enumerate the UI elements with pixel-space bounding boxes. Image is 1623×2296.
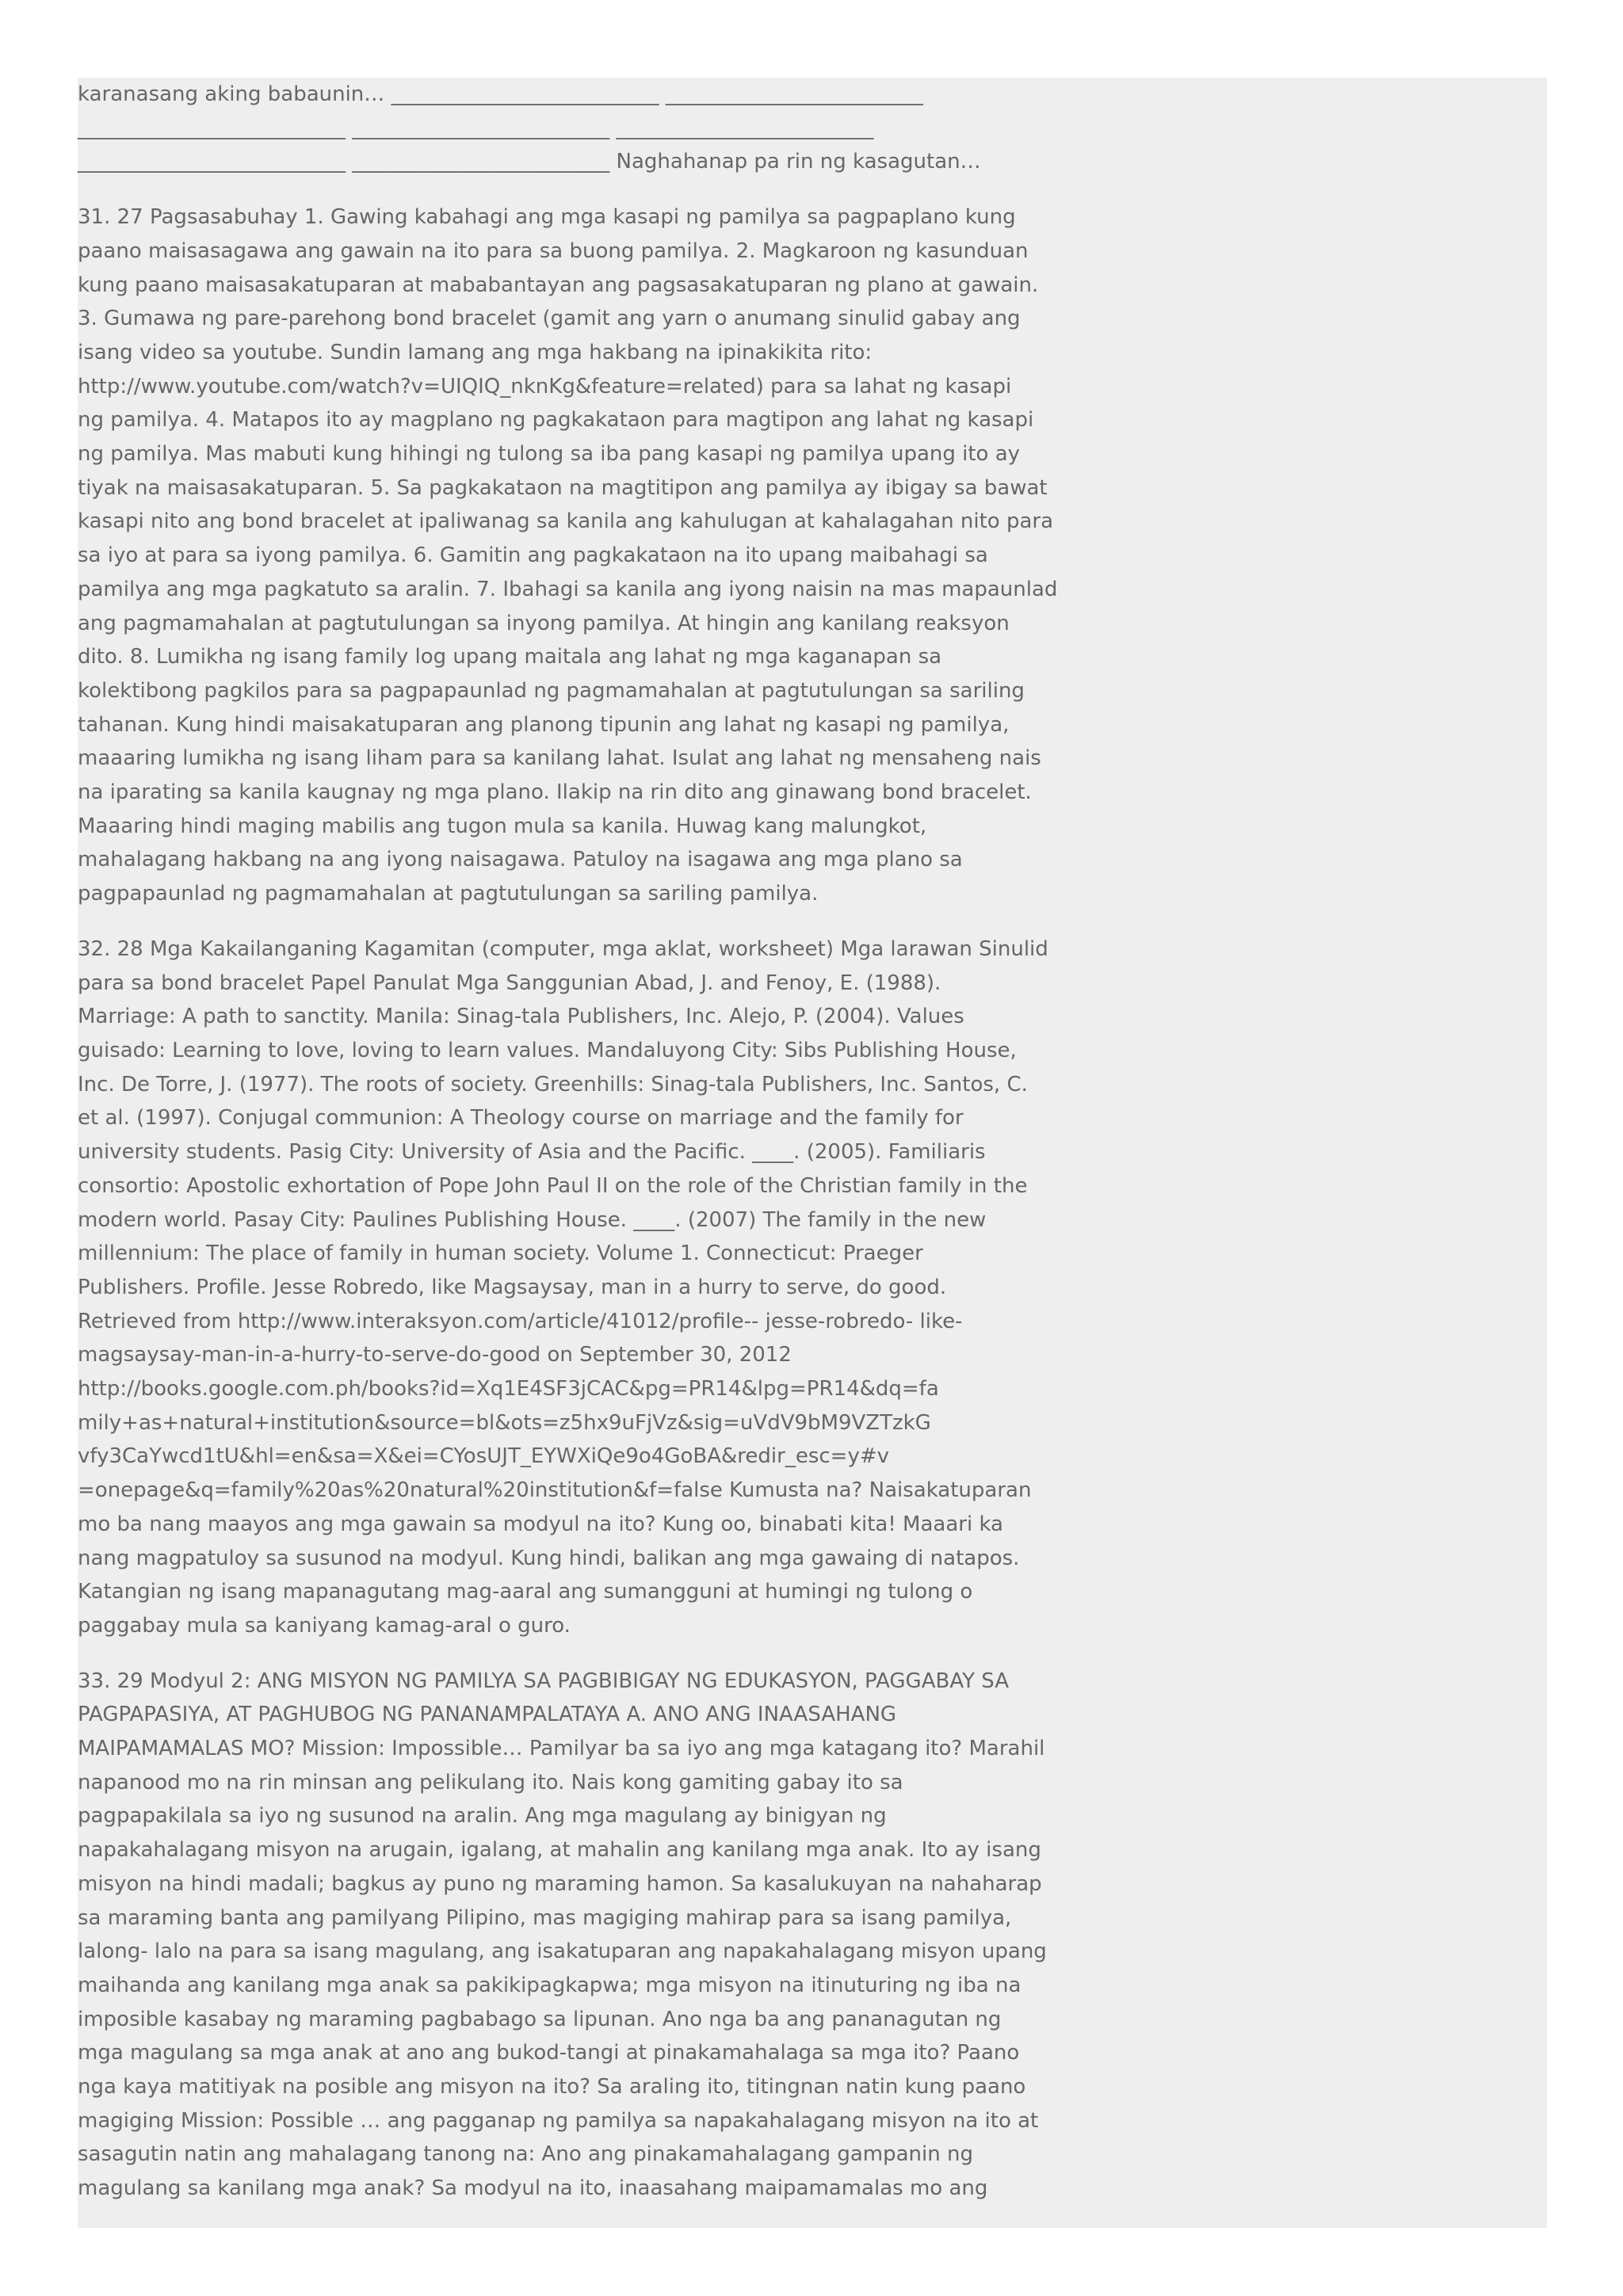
paragraph-pagsasabuhay: 31. 27 Pagsasabuhay 1. Gawing kabahagi ang mga kasapi ng pamilya sa pagpaplano kung paano maisasagawa ang gawain na ito para sa buong pamilya. 2. Magkaroon ng kasunduan kung paano maisasakatuparan at mababantayan ang pagsasakatuparan ng plano at gawain. 3. Gumawa ng pare-parehong bond bracelet (gamit ang yarn o anumang sinulid gabay ang isang video sa youtube. Sundin lamang ang mga hakbang na ipinakikita rito: http://www.youtube.com/watch?v=UIQIQ_nknKg&feature=related) para sa lahat ng kasapi ng pamilya. 4. Matapos ito ay magplano ng pagkakataon para magtipon ang lahat ng kasapi ng pamilya. Mas mabuti kung hihingi ng tulong sa iba pang kasapi ng pamilya upang ito ay tiyak na maisasakatuparan. 5. Sa pagkakataon na magtitipon ang pamilya ay ibigay sa bawat kasapi nito ang bond bracelet at ipaliwanag sa kanila ang kahulugan at kahalagahan nito para sa iyo at para sa iyong pamilya. 6. Gamitin ang pagkakataon na ito upang maibahagi sa pamilya ang mga pagkatuto sa aralin. 7. Ibahagi sa kanila ang iyong naisin na mas mapaunlad ang pagmamahalan at pagtutulungan sa inyong pamilya. At hingin ang kanilang reaksyon dito. 8. Lumikha ng isang family log upang maitala ang lahat ng mga kaganapan sa kolektibong pagkilos para sa pagpapaunlad ng pagmamahalan at pagtutulungan sa sariling tahanan. Kung hindi maisakatuparan ang planong tipunin ang lahat ng kasapi ng pamilya, maaaring lumikha ng isang liham para sa kanilang lahat. Isulat ang lahat ng mensaheng nais na iparating sa kanila kaugnay ng mga plano. Ilakip na rin dito ang ginawang bond bracelet. Maaaring hindi maging mabilis ang tugon mula sa kanila. Huwag kang malungkot, mahalagang hakbang na ang iyong naisagawa. Patuloy na isagawa ang mga plano sa pagpapaunlad ng pagmamahalan at pagtutulungan sa sariling pamilya. <box>78 205 1058 906</box>
paragraph-reflection: karanasang aking babaunin… __________________________ _________________________ __________________________ _________________________ _________________________ __________________________ _________________________ Naghahanap pa rin ng kasagutan… <box>78 82 981 174</box>
paragraph-modyul-2: 33. 29 Modyul 2: ANG MISYON NG PAMILYA SA PAGBIBIGAY NG EDUKASYON, PAGGABAY SA PAGPAPASIYA, AT PAGHUBOG NG PANANAMPALATAYA A. ANO ANG INAASAHANG MAIPAMAMALAS MO? Mission: Impossible… Pamilyar ba sa iyo ang mga katagang ito? Marahil napanood mo na rin minsan ang pelikulang ito. Nais kong gamiting gabay ito sa pagpapakilala sa iyo ng susunod na aralin. Ang mga magulang ay binigyan ng napakahalagang misyon na arugain, igalang, at mahalin ang kanilang mga anak. Ito ay isang misyon na hindi madali; bagkus ay puno ng maraming hamon. Sa kasalukuyan na nahaharap sa maraming banta ang pamilyang Pilipino, mas magiging mahirap para sa isang pamilya, lalong- lalo na para sa isang magulang, ang isakatuparan ang napakahalagang misyon upang maihanda ang kanilang mga anak sa pakikipagkapwa; mga misyon na itinuturing ng iba na imposible kasabay ng maraming pagbabago sa lipunan. Ano nga ba ang pananagutan ng mga magulang sa mga anak at ano ang bukod-tangi at pinakamahalaga sa mga ito? Paano nga kaya matitiyak na posible ang misyon na ito? Sa araling ito, titingnan natin kung paano magiging Mission: Possible … ang pagganap ng pamilya sa napakahalagang misyon na ito at sasagutin natin ang mahalagang tanong na: Ano ang pinakamahalagang gampanin ng magulang sa kanilang mga anak? Sa modyul na ito, inaasahang maipamamalas mo ang <box>78 1669 1047 2201</box>
document-text <box>78 78 1060 2227</box>
paragraph-sanggunian: 32. 28 Mga Kakailanganing Kagamitan (computer, mga aklat, worksheet) Mga larawan Sinulid para sa bond bracelet Papel Panulat Mga Sanggunian Abad, J. and Fenoy, E. (1988). Marriage: A path to sanctity. Manila: Sinag-tala Publishers, Inc. Alejo, P. (2004). Values guisado: Learning to love, loving to learn values. Mandaluyong City: Sibs Publishing House, Inc. De Torre, J. (1977). The roots of society. Greenhills: Sinag-tala Publishers, Inc. Santos, C. et al. (1997). Conjugal communion: A Theology course on marriage and the family for university students. Pasig City: University of Asia and the Pacific. ____. (2005). Familiaris consortio: Apostolic exhortation of Pope John Paul II on the role of the Christian family in the modern world. Pasay City: Paulines Publishing House. ____. (2007) The family in the new millennium: The place of family in human society. Volume 1. Connecticut: Praeger Publishers. Profile. Jesse Robredo, like Magsaysay, man in a hurry to serve, do good. Retrieved from http://www.interaksyon.com/article/41012/profile-- jesse-robredo- like- magsaysay-man-in-a-hurry-to-serve-do-good on September 30, 2012 http://books.google.com.ph/books?id=Xq1E4SF3jCAC&pg=PR14&lpg=PR14&dq=fa mily+as+natural+institution&source=bl&ots=z5hx9uFjVz&sig=uVdV9bM9VZTzkG vfy3CaYwcd1tU&hl=en&sa=X&ei=CYosUJT_EYWXiQe9o4GoBA&redir_esc=y#v =onepage&q=family%20as%20natural%20institution&f=false Kumusta na? Naisakatuparan mo ba nang maayos ang mga gawain sa modyul na ito? Kung oo, binabati kita! Maaari ka nang magpatuloy sa susunod na modyul. Kung hindi, balikan ang mga gawaing di natapos. Katangian ng isang mapanagutang mag-aaral ang sumangguni at humingi ng tulong o paggabay mula sa kaniyang kamag-aral o guro. <box>78 936 1048 1638</box>
